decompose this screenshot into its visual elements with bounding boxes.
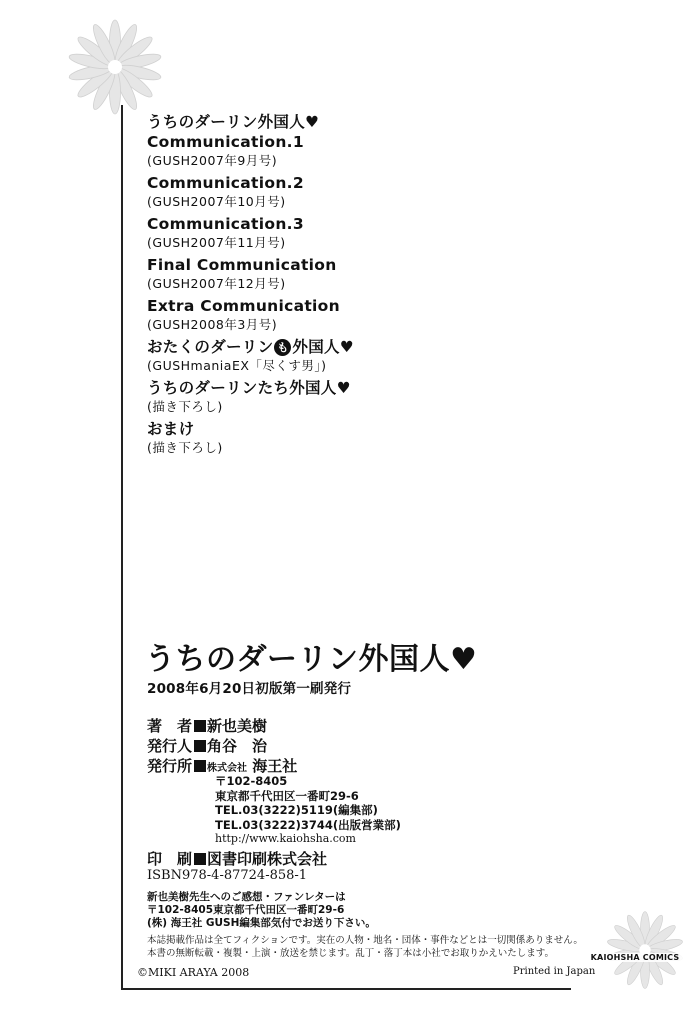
fan-letter-line: 新也美樹先生へのご感想・ファンレターは: [147, 891, 346, 903]
street-address: 東京都千代田区一番町29-6: [215, 788, 359, 803]
printer-row: [147, 848, 327, 869]
company-name: 海王社: [252, 757, 298, 775]
copyright: ©MIKI ARAYA 2008: [137, 966, 250, 979]
office-label: 発行所: [147, 757, 193, 775]
square-bullet-icon: [194, 853, 206, 865]
table-of-contents: [147, 112, 527, 460]
author-row: [147, 716, 297, 736]
circled-mo-mark: も: [274, 339, 291, 356]
toc-entry: [147, 419, 527, 456]
tel-sales: TEL.03(3222)3744(出版営業部): [215, 817, 401, 832]
toc-source: (GUSH2007年11月号): [147, 235, 286, 250]
publisher-address: [215, 774, 401, 847]
toc-source: (GUSH2008年3月号): [147, 317, 278, 332]
publication-date: 2008年6月20日初版第一刷発行: [147, 681, 352, 697]
legal-notice: [147, 935, 583, 960]
flower-top-left-icon: [60, 12, 170, 122]
toc-source: (GUSH2007年10月号): [147, 194, 286, 209]
flower-bottom-right-icon: [600, 905, 690, 995]
toc-title: Communication.3: [147, 215, 304, 233]
publisher-label: 発行人: [147, 737, 193, 755]
toc-title: Communication.1: [147, 133, 304, 151]
square-bullet-icon: [194, 740, 206, 752]
toc-title: おまけ: [147, 420, 195, 438]
isbn: ISBN978-4-87724-858-1: [147, 868, 308, 883]
tel-editorial: TEL.03(3222)5119(編集部): [215, 803, 378, 817]
website-url: http://www.kaiohsha.com: [215, 832, 356, 845]
toc-entry: [147, 112, 527, 169]
toc-title: Final Communication: [147, 256, 337, 274]
fan-letter-line: 〒102-8405東京都千代田区一番町29-6: [147, 904, 345, 916]
toc-title-part: 外国人♥: [292, 338, 355, 356]
toc-title: [147, 337, 527, 357]
toc-entry: [147, 173, 527, 210]
toc-entry: [147, 296, 527, 333]
toc-source: (描き下ろし): [147, 399, 223, 414]
toc-source: (GUSHmaniaEX「尽くす男」): [147, 358, 327, 373]
square-bullet-icon: [194, 760, 206, 772]
toc-entry: [147, 378, 527, 415]
author-label: 著 者: [147, 717, 193, 735]
toc-title: うちのダーリンたち外国人♥: [147, 379, 351, 397]
publisher-row: [147, 736, 297, 756]
printed-in: Printed in Japan: [513, 966, 596, 977]
toc-entry: [147, 214, 527, 251]
toc-source: (GUSH2007年9月号): [147, 153, 278, 168]
toc-source: (描き下ろし): [147, 440, 223, 455]
notice-line: 本書の無断転載・複製・上演・放送を禁じます。乱丁・落丁本は小社でお取りかえいたします。: [147, 947, 554, 959]
notice-line: 本誌掲載作品は全てフィクションです。実在の人物・地名・団体・事件などとは一切関係ありません。: [147, 935, 583, 946]
margin-rule-vertical: [121, 105, 123, 990]
postal-code: 〒102-8405: [215, 774, 288, 788]
toc-title: Extra Communication: [147, 297, 340, 315]
margin-rule-horizontal: [121, 988, 571, 990]
printer-label: 印 刷: [147, 850, 193, 868]
company-prefix: 株式会社: [207, 763, 248, 774]
fan-letter-line: (株) 海王社 GUSH編集部気付でお送り下さい。: [147, 917, 376, 929]
publisher-name: 角谷 治: [207, 737, 268, 755]
fan-letter-address: [147, 891, 376, 930]
square-bullet-icon: [194, 720, 206, 732]
printer-name: 図書印刷株式会社: [207, 850, 328, 868]
imprint-logo: KAIOHSHA COMICS: [585, 953, 685, 962]
toc-entry: [147, 337, 527, 374]
credits-block: [147, 716, 297, 779]
author-name: 新也美樹: [207, 717, 268, 735]
book-title: うちのダーリン外国人♥: [145, 642, 478, 677]
toc-title-part: おたくのダーリン: [147, 338, 274, 356]
toc-source: (GUSH2007年12月号): [147, 276, 286, 291]
toc-title: Communication.2: [147, 174, 304, 192]
toc-entry: [147, 255, 527, 292]
flower-center-shape: [108, 60, 122, 74]
toc-title: うちのダーリン外国人♥: [147, 113, 320, 131]
